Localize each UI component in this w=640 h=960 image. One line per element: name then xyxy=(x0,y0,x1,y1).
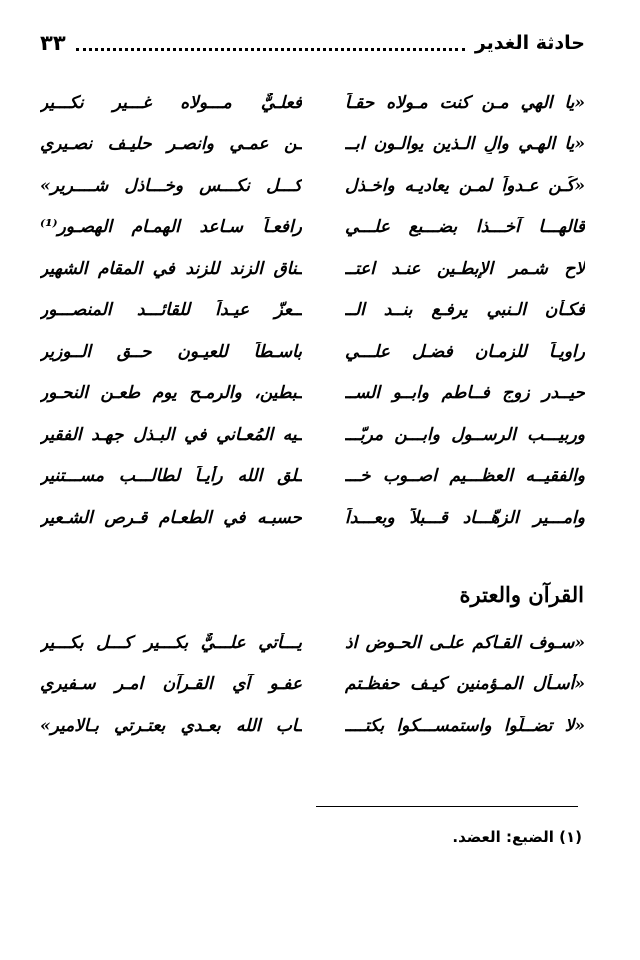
verse-first-hemistich: «أسـأل المـؤمنين كيـف حفظـتم xyxy=(345,674,585,695)
verse-line xyxy=(40,207,585,249)
page-number: ٣٣ xyxy=(40,31,66,55)
verse-first-hemistich: «كُـن عـدواً لمـن يعاديـه واخـذل xyxy=(345,175,585,196)
dot-leader xyxy=(76,36,465,51)
verse-first-hemistich: قالهـــا آخـــذا بضـــبع علـــي xyxy=(345,217,585,238)
verse-second-hemistich: ـلق الله رأيـاً لطالـــب مســـتنير xyxy=(40,466,302,487)
verse-first-hemistich: والفقيــه العظـــيم اصــوب خـــ xyxy=(345,466,585,487)
verse-line xyxy=(40,664,585,706)
verse-second-hemistich: ــعزّ عيـداً للقائـــد المنصـــور xyxy=(40,300,302,321)
verse-line xyxy=(40,373,585,415)
verse-line xyxy=(40,414,585,456)
verse-first-hemistich: «يا الهي مـن كنت مـولاه حقـاً xyxy=(345,92,585,113)
verse-second-hemistich: عفـو آي القـرآن امـر سـفيري xyxy=(40,674,302,695)
verse-first-hemistich: وامـــير الزهّـــاد قـــبلاً وبعـــداً xyxy=(345,507,585,528)
verse-line xyxy=(40,456,585,498)
verse-first-hemistich: فكـأن الـنبي يرفـع بنــد الــ xyxy=(345,300,585,321)
verse-second-hemistich: رافعـاً سـاعد الهمـام الهصـور⁽¹⁾ xyxy=(40,217,302,238)
verse-line xyxy=(40,705,585,747)
verse-second-hemistich: حسبـه في الطعـام قـرص الشـعير xyxy=(40,507,302,528)
running-title: حادثة الغدير xyxy=(474,32,585,54)
verse-second-hemistich: ـيه المُعـاني في البـذل جهـد الفقير xyxy=(40,424,302,445)
verse-first-hemistich: «سـوف القـاكم علـى الحـوض اذ xyxy=(345,632,585,653)
verse-second-hemistich: كـــل نكـــس وخـــاذل شــــرير» xyxy=(40,175,302,196)
verse-line xyxy=(40,124,585,166)
verse-first-hemistich: وربيـــب الرســول وابـــن مربّـــ xyxy=(345,424,585,445)
verse-second-hemistich: فعلـيٌّ مـــولاه غـــير نكـــير xyxy=(40,92,302,113)
poem-block-2 xyxy=(40,622,585,747)
poem-block-1 xyxy=(40,82,585,539)
verse-second-hemistich: ـاب الله بعـدي بعتـرتي بـالامير» xyxy=(40,715,302,736)
verse-line xyxy=(40,290,585,332)
verse-first-hemistich: حيــدر زوج فــاطم وابــو الســ xyxy=(345,383,585,404)
footnote: (١) الضبع: العضد. xyxy=(452,828,582,846)
verse-line xyxy=(40,248,585,290)
verse-line xyxy=(40,331,585,373)
page-header xyxy=(40,26,585,60)
verse-line xyxy=(40,622,585,664)
section-heading: القرآن والعترة xyxy=(459,582,584,607)
verse-second-hemistich: ـناق الزند للزند في المقام الشهير xyxy=(40,258,302,279)
verse-second-hemistich: يـــأتي علـــيٌّ بكـــير كـــل بكـــير xyxy=(40,632,302,653)
verse-line xyxy=(40,165,585,207)
verse-line xyxy=(40,497,585,539)
footnote-separator xyxy=(316,806,578,807)
verse-first-hemistich: «لا تضــلُّوا واستمســـكوا بكتــــ xyxy=(345,715,585,736)
verse-second-hemistich: ـن عمـي وانصـر حليـف نصـيري xyxy=(40,134,302,155)
verse-first-hemistich: «يا الهـي والِ الـذين يوالـون ابــ xyxy=(345,134,585,155)
verse-first-hemistich: راويـاً للزمـان فضـل علـــي xyxy=(345,341,585,362)
verse-second-hemistich: ـبطين، والرمـح يوم طعـن النحـور xyxy=(40,383,302,404)
verse-first-hemistich: لاح شـمر الإبطـين عنـد اعتــ xyxy=(345,258,585,279)
verse-second-hemistich: باسـطاً للعيـون حــق الــوزير xyxy=(40,341,302,362)
verse-line xyxy=(40,82,585,124)
